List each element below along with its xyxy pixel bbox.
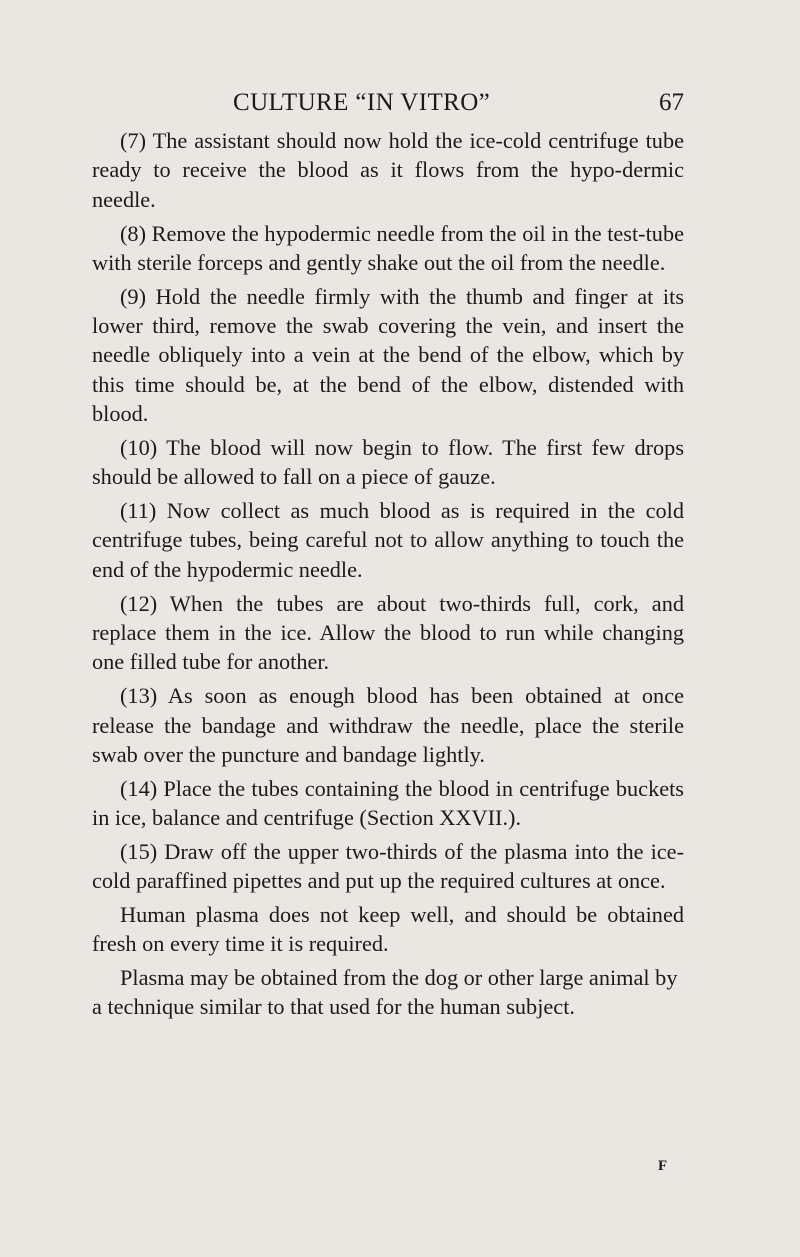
paragraph-step-7: (7) The assistant should now hold the ice-cold centrifuge tube ready to receive the blood as it flows from the hypo-dermic needle. xyxy=(92,128,684,212)
paragraph-step-10: (10) The blood will now begin to flow. The first few drops should be allowed to fall on a piece of gauze. xyxy=(92,434,684,490)
paragraph-step-14: (14) Place the tubes containing the blood in centrifuge buckets in ice, balance and centrifuge (Section XXVII.). xyxy=(92,775,684,831)
paragraph-step-13: (13) As soon as enough blood has been obtained at once release the bandage and withdraw the needle, place the sterile swab over the puncture and bandage lightly. xyxy=(92,683,684,767)
body-text xyxy=(92,126,684,1026)
paragraph-animal-plasma: Plasma may be obtained from the dog or other large animal by a technique similar to that used for the human subject. xyxy=(92,964,678,1020)
running-title: CULTURE “IN VITRO” xyxy=(233,89,491,116)
paragraph-human-plasma: Human plasma does not keep well, and should be obtained fresh on every time it is required. xyxy=(92,901,684,957)
page-number: 67 xyxy=(659,89,684,116)
signature-mark: F xyxy=(658,1158,668,1174)
paragraph-step-11: (11) Now collect as much blood as is required in the cold centrifuge tubes, being careful not to allow anything to touch the end of the hypodermic needle. xyxy=(92,498,684,582)
paragraph-step-12: (12) When the tubes are about two-thirds full, cork, and replace them in the ice. Allow the blood to run while changing one filled tube for another. xyxy=(92,590,684,675)
paragraph-step-9: (9) Hold the needle firmly with the thumb and finger at its lower third, remove the swab covering the vein, and insert the needle obliquely into a vein at the bend of the elbow, which by this time should be, at the bend of the elbow, distended with blood. xyxy=(92,283,684,427)
running-head xyxy=(0,85,800,121)
paragraph-step-8: (8) Remove the hypodermic needle from the oil in the test-tube with sterile forceps and gently shake out the oil from the needle. xyxy=(92,220,684,275)
paragraph-step-15: (15) Draw off the upper two-thirds of the plasma into the ice-cold paraffined pipettes and put up the required cultures at once. xyxy=(92,838,684,894)
